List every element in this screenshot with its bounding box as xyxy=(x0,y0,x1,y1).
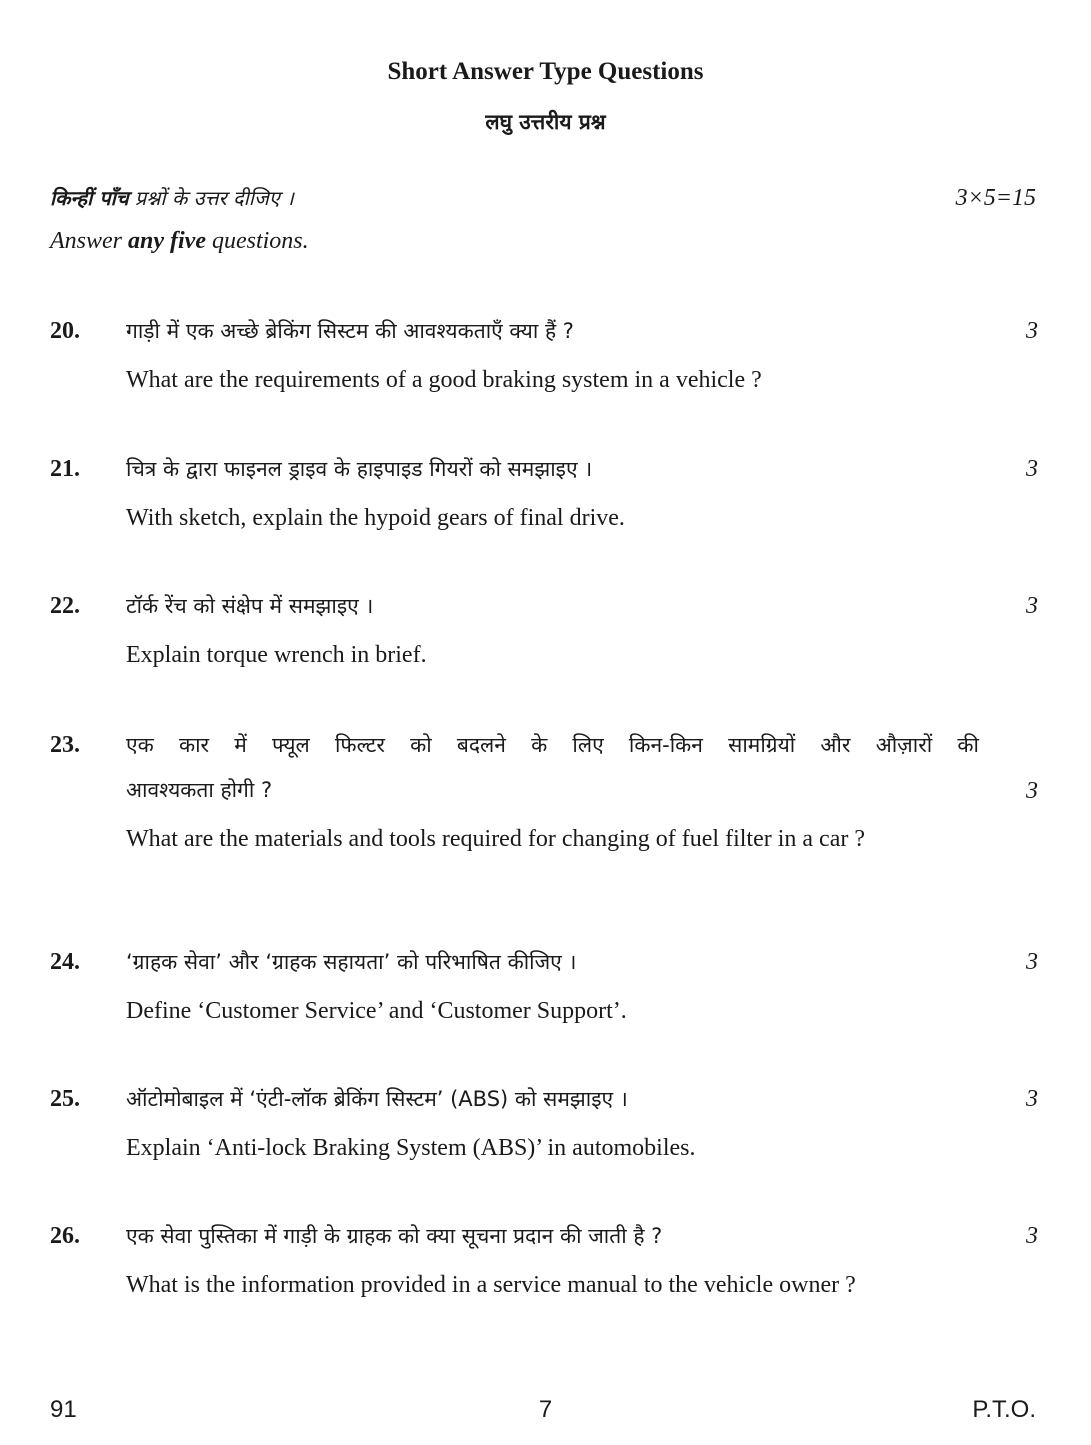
question-number: 20. xyxy=(50,318,80,344)
instruction-hindi-emphasis: किन्हीं पाँच xyxy=(50,186,129,210)
question-text-hindi: टॉर्क रेंच को संक्षेप में समझाइए । xyxy=(126,594,374,618)
instruction-english-post: questions. xyxy=(205,228,309,254)
question-number: 25. xyxy=(50,1086,80,1112)
question-text-hindi: ‘ग्राहक सेवा’ और ‘ग्राहक सहायता’ को परिभाषित कीजिए । xyxy=(126,950,577,974)
instruction-english xyxy=(50,228,309,255)
question-number: 26. xyxy=(50,1223,80,1249)
question-text-english: With sketch, explain the hypoid gears of final drive. xyxy=(126,505,625,531)
question-text-english: What are the requirements of a good braking system in a vehicle ? xyxy=(126,367,762,393)
page-number: 7 xyxy=(538,1396,553,1423)
question-text-english: Explain torque wrench in brief. xyxy=(126,642,427,668)
question-number: 23. xyxy=(50,732,80,758)
question-marks: 3 xyxy=(1026,593,1038,619)
instruction-hindi-rest: प्रश्नों के उत्तर दीजिए । xyxy=(128,186,294,210)
total-marks: 3×5=15 xyxy=(955,185,1036,211)
question-text-english: Define ‘Customer Service’ and ‘Customer Support’. xyxy=(126,998,627,1024)
question-marks: 3 xyxy=(1026,1223,1038,1249)
question-text-english: What is the information provided in a service manual to the vehicle owner ? xyxy=(126,1272,856,1298)
question-marks: 3 xyxy=(1026,778,1038,804)
instruction-english-emphasis: any five xyxy=(128,228,206,254)
question-text-hindi: गाड़ी में एक अच्छे ब्रेकिंग सिस्टम की आवश्यकताएँ क्या हैं ? xyxy=(126,319,574,343)
question-marks: 3 xyxy=(1026,318,1038,344)
question-text-hindi: ऑटोमोबाइल में ‘एंटी-लॉक ब्रेकिंग सिस्टम’ (ABS) को समझाइए । xyxy=(126,1087,628,1111)
question-text-hindi-line-1: एक कार में फ्यूल फिल्टर को बदलने के लिए किन-किन सामग्रियों और औज़ारों की xyxy=(126,733,979,757)
question-marks: 3 xyxy=(1026,949,1038,975)
please-turn-over: P.T.O. xyxy=(972,1396,1036,1423)
question-text-hindi: एक सेवा पुस्तिका में गाड़ी के ग्राहक को क्या सूचना प्रदान की जाती है ? xyxy=(126,1224,663,1248)
question-marks: 3 xyxy=(1026,456,1038,482)
question-text-english: Explain ‘Anti-lock Braking System (ABS)’ in automobiles. xyxy=(126,1135,696,1161)
question-number: 24. xyxy=(50,949,80,975)
question-text-hindi-line-2: आवश्यकता होगी ? xyxy=(126,778,273,802)
question-number: 22. xyxy=(50,593,80,619)
section-title: Short Answer Type Questions xyxy=(387,58,704,85)
question-text-english: What are the materials and tools required for changing of fuel filter in a car ? xyxy=(126,826,866,852)
question-text-hindi: चित्र के द्वारा फाइनल ड्राइव के हाइपाइड गियरों को समझाइए । xyxy=(126,457,593,481)
instruction-english-pre: Answer xyxy=(50,228,128,254)
paper-code: 91 xyxy=(50,1396,77,1423)
instruction-hindi xyxy=(50,184,294,211)
question-marks: 3 xyxy=(1026,1086,1038,1112)
question-number: 21. xyxy=(50,456,80,482)
section-title-hindi: लघु उत्तरीय प्रश्न xyxy=(485,110,606,134)
